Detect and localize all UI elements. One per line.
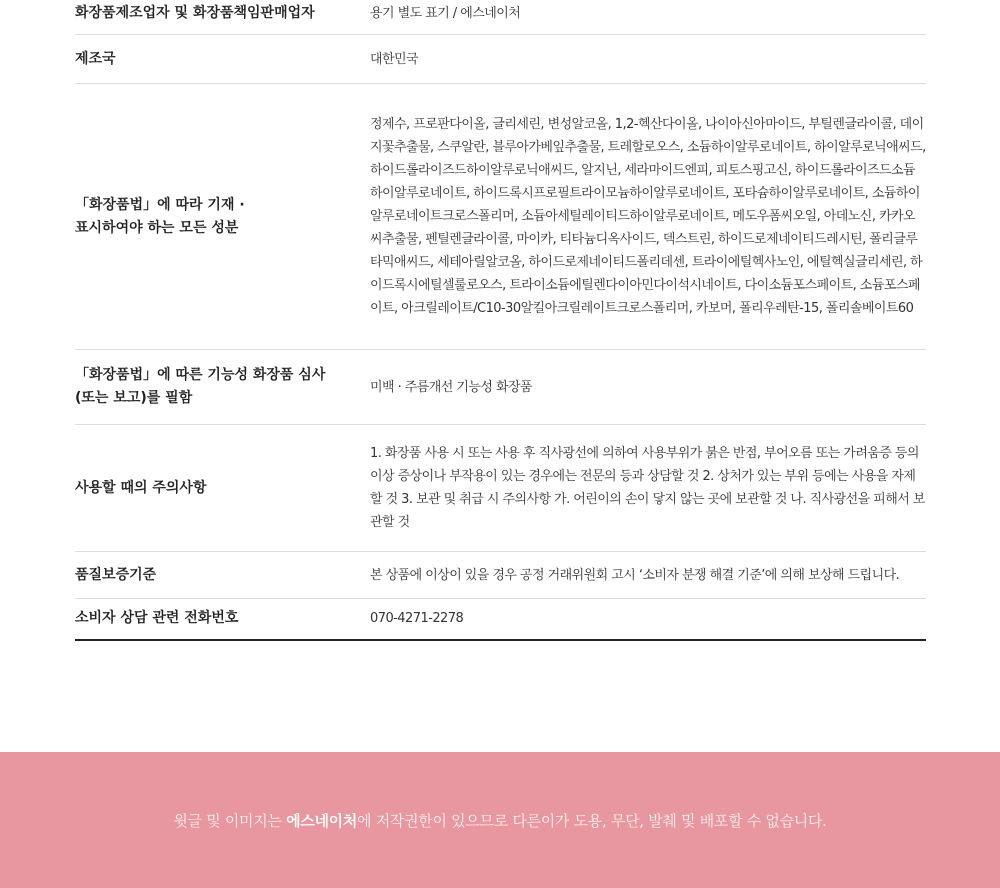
row-value: 대한민국 (370, 51, 419, 67)
row-label: 제조국 (75, 50, 116, 67)
row-label-line: 「화장품법」에 따라 기재 · (75, 196, 245, 213)
info-row-precautions (75, 424, 926, 551)
row-value: 070-4271-2278 (370, 611, 464, 626)
row-label-line: 표시하여야 하는 모든 성분 (75, 219, 239, 236)
info-row-country (75, 34, 926, 83)
row-value: 본 상품에 이상이 있을 경우 공정 거래위원회 고시 ‘소비자 분쟁 해결 기준’에 의해 보상해 드립니다. (370, 567, 900, 583)
row-label (75, 350, 354, 424)
row-value: 용기 별도 표기 / 에스네이처 (370, 6, 521, 21)
copyright-footer (0, 752, 1000, 888)
row-label-line: (또는 보고)를 필함 (75, 390, 193, 406)
row-label: 화장품제조업자 및 화장품책임판매업자 (75, 5, 315, 21)
info-row-quality (75, 551, 926, 598)
brand-name: 에스네이처 (286, 811, 358, 830)
row-value: 1. 화장품 사용 시 또는 사용 후 직사광선에 의하여 사용부위가 붉은 반점, 부어오름 또는 가려움증 등의 이상 증상이나 부작용이 있는 경우에는 전문의 등과 상담할 것 2. 상처가 있는 부위 등에는 사용을 자제할 것 3. 보관 및 취급 시 주의사항 가. 어린이의 손이 닿지 않는 곳에 보관할 것 나. 직사광선을 피해서 보관할 것 (370, 446, 925, 530)
row-label: 소비자 상담 관련 전화번호 (75, 610, 239, 626)
info-row-phone (75, 598, 926, 639)
row-label (75, 84, 354, 349)
info-row-ingredients (75, 83, 926, 349)
row-label: 품질보증기준 (75, 566, 157, 583)
row-value: 미백 · 주름개선 기능성 화장품 (370, 379, 533, 395)
row-label-line: 「화장품법」에 따른 기능성 화장품 심사 (75, 367, 326, 383)
row-value: 정제수, 프로판다이올, 글리세린, 변성알코올, 1,2-헥산다이올, 나이아신아마이드, 부틸렌글라이콜, 데이지꽃추출물, 스쿠알란, 블루아가베잎추출물, 트레할로오스, 소듐하이알루로네이트, 하이알루로닉애씨드, 하이드롤라이즈드하이알루로닉애씨드, 알지닌, 세라마이드엔피, 피토스핑고신, 하이드롤라이즈드소듐하이알루로네이트, 하이드록시프로필트라이모늄하이알루로네이트, 포타슘하이알루로네이트, 소듐하이알루로네이트크로스폴리머, 소듐아세틸레이티드하이알루로네이트, 메도우폼씨오일, 아데노신, 카카오씨추출물, 펜틸렌글라이콜, 마이카, 티타늄디옥사이드, 덱스트린, 하이드로제네이티드레시틴, 폴리글루타믹애씨드, 세테아릴알코올, 하이드로제네이티드폴리데센, 트라이에틸헥사노인, 에틸헥실글리세린, 하이드록시에틸셀룰로오스, 트라이소듐에틸렌다이아민다이석시네이트, 다이소듐포스페이트, 소듐포스페이트, 아크릴레이트/C10-30알킬아크릴레이트크로스폴리머, 카보머, 폴리우레탄-15, 폴리솔베이트60 (370, 117, 926, 316)
info-row-functional (75, 349, 926, 424)
row-label: 사용할 때의 주의사항 (75, 479, 207, 496)
info-row-manufacturer (75, 0, 926, 34)
copyright-notice: 윗글 및 이미지는 에스네이처에 저작권한이 있으므로 다른이가 도용, 무단, 발췌 및 배포할 수 없습니다. (173, 811, 827, 830)
product-info-table (75, 0, 926, 641)
